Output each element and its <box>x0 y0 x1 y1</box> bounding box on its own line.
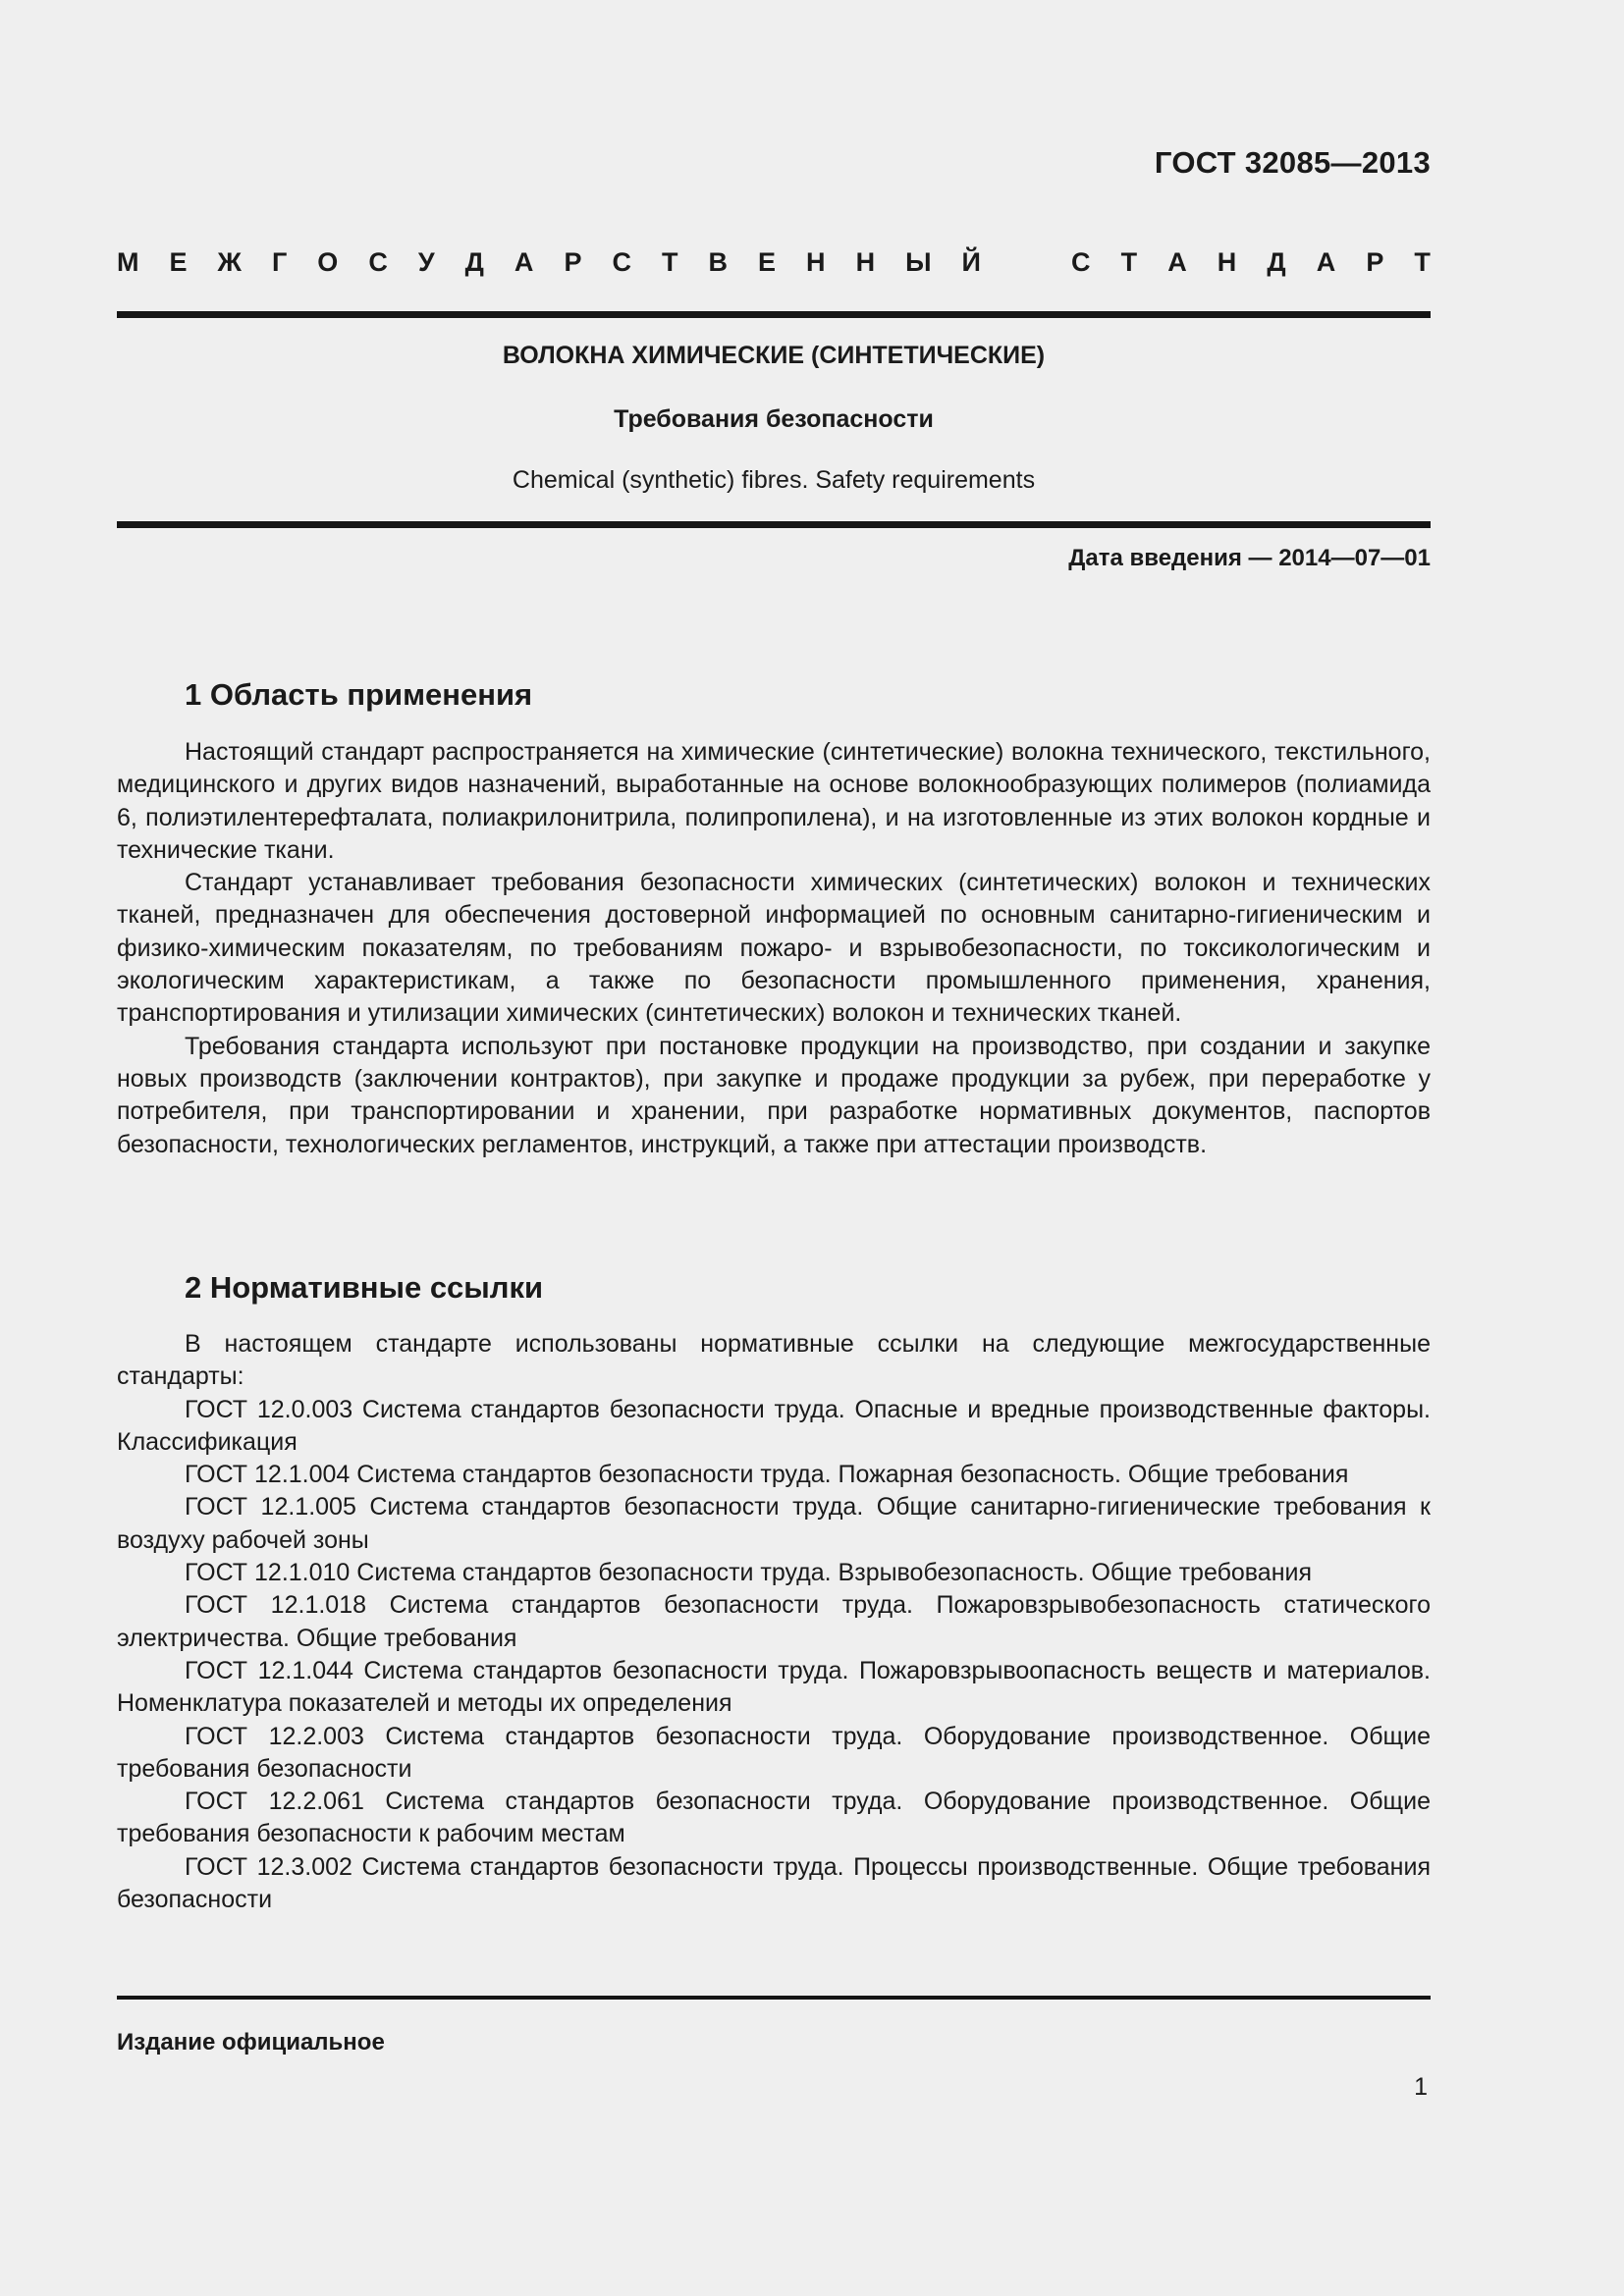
reference-item: ГОСТ 12.1.010 Система стандартов безопасности труда. Взрывобезопасность. Общие требования <box>185 1559 1313 1587</box>
spaced-letter: Р <box>564 247 582 277</box>
spaced-letter: Р <box>1366 247 1384 277</box>
reference-item: ГОСТ 12.2.003 Система стандартов безопасности труда. Оборудование производственное. Общие требования безопасности <box>117 1722 1431 1783</box>
document-number: ГОСТ 32085—2013 <box>1154 145 1431 180</box>
reference-item: ГОСТ 12.0.003 Система стандартов безопасности труда. Опасные и вредные производственные факторы. Классификация <box>117 1395 1431 1456</box>
spaced-letter: Ж <box>217 247 242 277</box>
spaced-letter: Т <box>1120 247 1138 277</box>
official-edition-label: Издание официальное <box>117 2029 385 2056</box>
standard-type <box>117 247 1431 278</box>
paragraph: В настоящем стандарте использованы нормативные ссылки на следующие межгосударственные стандарты: <box>117 1330 1431 1391</box>
page-number: 1 <box>1414 2073 1428 2101</box>
title-divider <box>117 521 1431 528</box>
introduction-date: Дата введения — 2014—07—01 <box>1068 545 1431 571</box>
spaced-letter: Т <box>1414 247 1431 277</box>
section-2-body <box>117 1328 1431 1916</box>
spaced-letter: С <box>1071 247 1091 277</box>
spaced-letter: Й <box>961 247 981 277</box>
spaced-letter: Т <box>661 247 678 277</box>
standard-type-word-1 <box>117 247 981 278</box>
spaced-letter: О <box>317 247 339 277</box>
spaced-letter: Д <box>1267 247 1286 277</box>
spaced-letter: В <box>708 247 728 277</box>
spaced-letter: Ы <box>905 247 932 277</box>
spaced-letter: Н <box>855 247 876 277</box>
spaced-letter: Д <box>464 247 484 277</box>
spaced-letter: Н <box>806 247 826 277</box>
reference-item: ГОСТ 12.1.004 Система стандартов безопасности труда. Пожарная безопасность. Общие требования <box>185 1461 1349 1489</box>
document-title-english: Chemical (synthetic) fibres. Safety requirements <box>512 466 1036 494</box>
paragraph: Требования стандарта используют при постановке продукции на производство, при создании и закупке новых производств (заключении контрактов), при закупке и продаже продукции за рубеж, при переработке у потребителя, при транспортировании и хранении, при разработке нормативных документов, паспортов безопасности, технологических регламентов, инструкций, а также при аттестации производств. <box>117 1032 1431 1158</box>
spaced-letter: Е <box>169 247 188 277</box>
spaced-letter: М <box>117 247 139 277</box>
paragraph: Стандарт устанавливает требования безопасности химических (синтетических) волокон и технических тканей, предназначен для обеспечения достоверной информацией по основным санитарно-гигиеническим и физико-химическим показателям, по требованиям пожаро- и взрывобезопасности, по токсикологическим и экологическим характеристикам, а также по безопасности промышленного применения, хранения, транспортирования и утилизации химических (синтетических) волокон и технических тканей. <box>117 869 1431 1028</box>
header-divider <box>117 311 1431 318</box>
spaced-letter: А <box>1316 247 1336 277</box>
reference-item: ГОСТ 12.3.002 Система стандартов безопасности труда. Процессы производственные. Общие требования безопасности <box>117 1852 1431 1914</box>
spaced-letter: С <box>612 247 631 277</box>
spaced-letter: У <box>417 247 435 277</box>
footer-divider <box>117 1996 1431 2000</box>
reference-item: ГОСТ 12.1.044 Система стандартов безопасности труда. Пожаровзрывоопасность веществ и материалов. Номенклатура показателей и методы их определения <box>117 1656 1431 1718</box>
spaced-letter: Г <box>271 247 288 277</box>
reference-item: ГОСТ 12.1.005 Система стандартов безопасности труда. Общие санитарно-гигиенические требования к воздуху рабочей зоны <box>117 1493 1431 1554</box>
spaced-letter: С <box>368 247 388 277</box>
standard-type-word-2 <box>1071 247 1431 278</box>
spaced-letter: А <box>1167 247 1187 277</box>
paragraph: Настоящий стандарт распространяется на химические (синтетические) волокна технического, текстильного, медицинского и других видов назначений, выработанные на основе волокнообразующих полимеров (полиамида 6, полиэтилентерефталата, полиакрилонитрила, полипропилена), и на изготовленные из этих волокон кордные и технические ткани. <box>117 738 1431 864</box>
section-1-heading: 1 Область применения <box>185 677 533 712</box>
spaced-letter: Е <box>758 247 777 277</box>
section-2-heading: 2 Нормативные ссылки <box>185 1270 544 1305</box>
document-subtitle: Требования безопасности <box>614 405 934 433</box>
section-1-body <box>117 736 1431 1161</box>
reference-item: ГОСТ 12.2.061 Система стандартов безопасности труда. Оборудование производственное. Общие требования безопасности к рабочим местам <box>117 1788 1431 1848</box>
reference-item: ГОСТ 12.1.018 Система стандартов безопасности труда. Пожаровзрывобезопасность статического электричества. Общие требования <box>117 1591 1431 1652</box>
spaced-letter: А <box>514 247 534 277</box>
spaced-letter: Н <box>1217 247 1237 277</box>
document-title: ВОЛОКНА ХИМИЧЕСКИЕ (СИНТЕТИЧЕСКИЕ) <box>502 342 1046 369</box>
